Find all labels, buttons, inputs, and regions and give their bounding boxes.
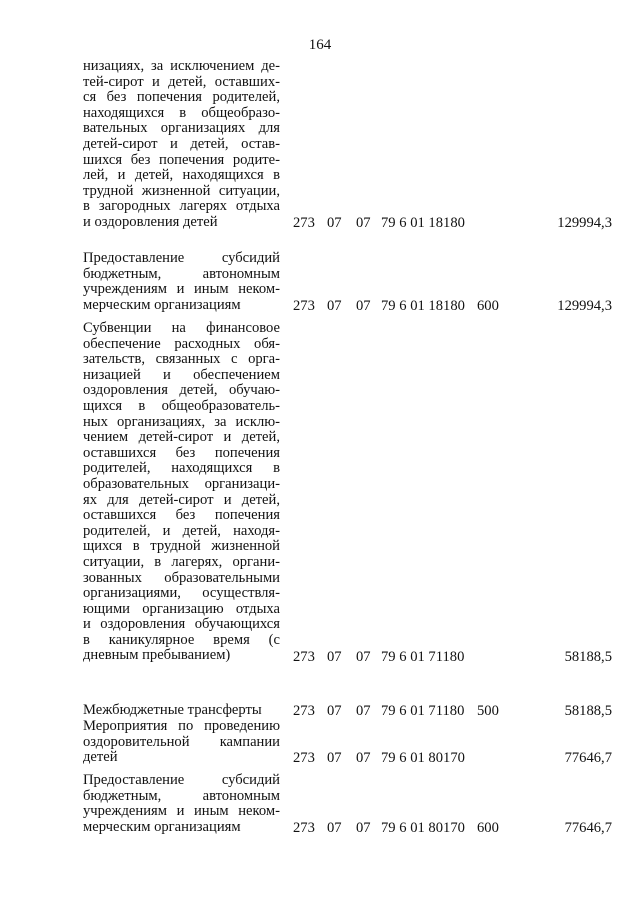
row-description [83,321,280,664]
description-line: ситуации, в лагерях, органи- [83,553,280,570]
section-code: 07 [327,750,342,767]
section-code: 07 [327,297,342,314]
description-line: тей-сирот и детей, оставших- [83,73,280,90]
description-line: оставшихся без попечения [83,507,280,524]
subsection-code: 07 [356,703,371,719]
target-article-code: 79 6 01 71180 [381,648,465,665]
subsection-code: 07 [356,297,371,314]
description-line: трудной жизненной ситуации, [83,182,280,199]
description-line: в загородных лагерях отдыха [83,198,280,215]
description-line: и оздоровления детей [83,213,218,230]
ministry-code: 273 [293,750,315,767]
description-line: низацией и обеспечением [83,366,280,383]
row-codes [0,298,640,314]
description-line: оставшихся без попечения [83,444,280,461]
subsection-code: 07 [356,648,371,665]
amount-value: 58188,5 [564,648,612,665]
description-line: низациях, за исключением де- [83,58,280,74]
page-number: 164 [308,37,332,53]
row-description [83,59,280,231]
description-line: находящихся в общеобразо- [83,104,280,121]
row-codes [0,820,640,836]
amount-value: 129994,3 [557,215,612,231]
description-line: дневным пребыванием) [83,647,231,664]
amount-value: 77646,7 [564,750,612,767]
description-line: ся без попечения родителей, [83,89,280,106]
section-code: 07 [327,215,342,231]
description-line: в каникулярное время (с [83,631,280,648]
subsection-code: 07 [356,819,371,836]
description-line: шихся без попечения родите- [83,151,280,168]
description-line: лей, и детей, находящихся в [83,167,280,184]
description-line: детей-сирот и детей, остав- [83,135,280,152]
row-codes [0,750,640,766]
amount-value: 129994,3 [557,297,612,314]
ministry-code: 273 [293,297,315,314]
ministry-code: 273 [293,703,315,719]
section-code: 07 [327,703,342,719]
description-line: обеспечение расходных обя- [83,335,280,352]
description-line: ющими организацию отдыха [83,600,280,617]
description-line: ях для детей-сирот и детей, [83,491,280,508]
subsection-code: 07 [356,750,371,767]
description-line: бюджетным, автономным [83,265,280,282]
description-line: ных организациях, за исклю- [83,413,280,430]
section-code: 07 [327,819,342,836]
description-line: Межбюджетные трансферты [83,702,262,718]
description-line: оздоровления детей, обучаю- [83,382,280,399]
description-line: щихся в общеобразователь- [83,397,280,414]
description-line: Субвенции на финансовое [83,320,280,336]
description-line: Мероприятия по проведению [83,718,280,734]
description-line: зованных образовательными [83,569,280,586]
description-line: и оздоровления обучающихся [83,616,280,633]
target-article-code: 79 6 01 80170 [381,819,465,836]
description-line: организациями, осуществля- [83,585,280,602]
amount-value: 58188,5 [564,703,612,719]
ministry-code: 273 [293,819,315,836]
description-line: чением детей-сирот и детей, [83,429,280,446]
description-line: родителей, находящихся в [83,460,280,477]
row-codes [0,649,640,665]
section-code: 07 [327,648,342,665]
description-line: мерческим организациям [83,296,241,313]
target-article-code: 79 6 01 80170 [381,750,465,767]
expense-type-code: 600 [477,819,499,836]
row-codes [0,215,640,231]
description-line: учреждениям и иным неком- [83,803,280,820]
description-line: учреждениям и иным неком- [83,281,280,298]
description-line: вательных организациях для [83,120,280,137]
expense-type-code: 500 [477,703,499,719]
description-line: зательств, связанных с орга- [83,351,280,368]
description-line: бюджетным, автономным [83,787,280,804]
description-line: мерческим организациям [83,818,241,835]
row-codes [0,703,640,719]
description-line: образовательных организаци- [83,475,280,492]
ministry-code: 273 [293,215,315,231]
target-article-code: 79 6 01 71180 [381,703,465,719]
target-article-code: 79 6 01 18180 [381,215,465,231]
description-line: оздоровительной кампании [83,733,280,750]
amount-value: 77646,7 [564,819,612,836]
subsection-code: 07 [356,215,371,231]
target-article-code: 79 6 01 18180 [381,297,465,314]
ministry-code: 273 [293,648,315,665]
expense-type-code: 600 [477,297,499,314]
description-line: детей [83,749,118,766]
description-line: Предоставление субсидий [83,250,280,266]
description-line: щихся в трудной жизненной [83,538,280,555]
description-line: Предоставление субсидий [83,772,280,788]
description-line: родителей, и детей, находя- [83,522,280,539]
